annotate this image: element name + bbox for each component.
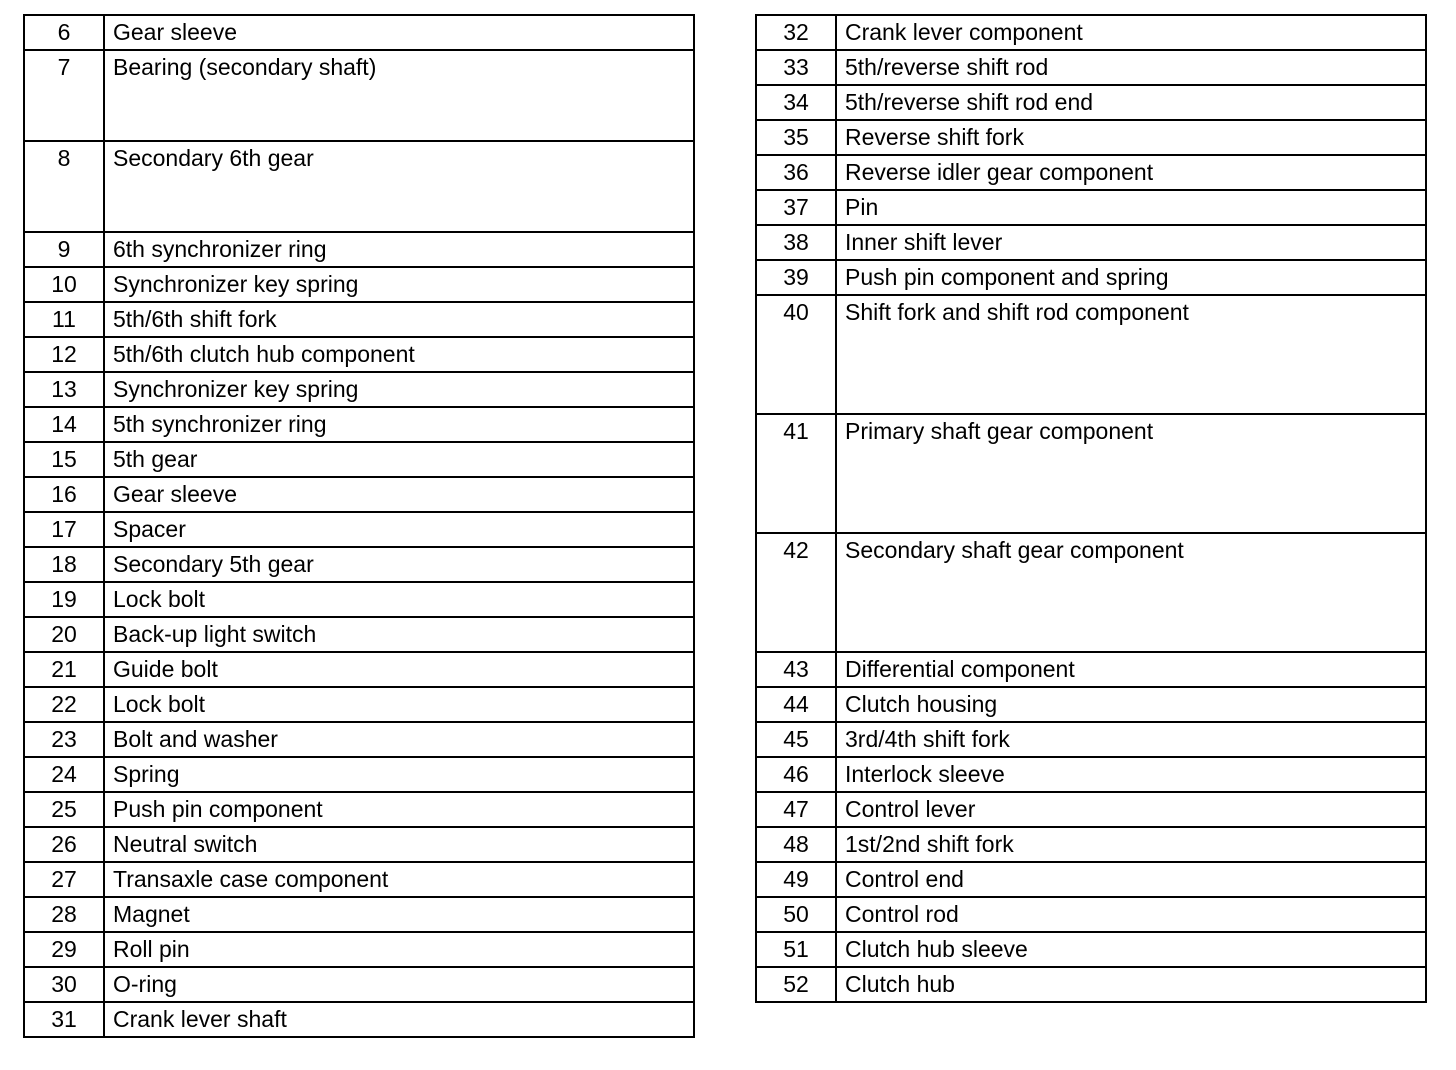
part-number: 18 [24,547,104,582]
table-row [24,897,694,932]
part-number: 9 [24,232,104,267]
part-number: 50 [756,897,836,932]
part-description: Push pin component [104,792,694,827]
part-description: Magnet [104,897,694,932]
table-row [756,967,1426,1002]
part-description: Synchronizer key spring [104,267,694,302]
part-number: 31 [24,1002,104,1037]
table-row [24,547,694,582]
table-row [756,260,1426,295]
parts-table-left [23,14,695,1038]
part-description: O-ring [104,967,694,1002]
part-description: 5th/reverse shift rod [836,50,1426,85]
part-number: 20 [24,617,104,652]
part-description: Shift fork and shift rod component [836,295,1426,414]
part-description: Gear sleeve [104,477,694,512]
part-description: 3rd/4th shift fork [836,722,1426,757]
part-description: Secondary 5th gear [104,547,694,582]
table-row [24,722,694,757]
table-row [24,652,694,687]
part-number: 13 [24,372,104,407]
table-row [756,932,1426,967]
table-row [24,372,694,407]
part-description: Lock bolt [104,582,694,617]
part-description: Differential component [836,652,1426,687]
table-row [756,50,1426,85]
parts-table-right [755,14,1427,1003]
part-description: 5th/6th shift fork [104,302,694,337]
part-description: Control lever [836,792,1426,827]
part-number: 10 [24,267,104,302]
part-number: 40 [756,295,836,414]
table-row [756,897,1426,932]
part-number: 22 [24,687,104,722]
part-description: Clutch hub sleeve [836,932,1426,967]
part-number: 42 [756,533,836,652]
part-number: 15 [24,442,104,477]
part-number: 28 [24,897,104,932]
part-description: Bolt and washer [104,722,694,757]
table-row [24,442,694,477]
part-description: 1st/2nd shift fork [836,827,1426,862]
part-description: Clutch housing [836,687,1426,722]
part-number: 24 [24,757,104,792]
part-description: Reverse shift fork [836,120,1426,155]
part-description: Control end [836,862,1426,897]
part-number: 51 [756,932,836,967]
part-description: Reverse idler gear component [836,155,1426,190]
part-number: 49 [756,862,836,897]
table-row [24,477,694,512]
table-row [756,190,1426,225]
part-number: 27 [24,862,104,897]
table-row [24,1002,694,1037]
part-description: Control rod [836,897,1426,932]
part-description: 5th/6th clutch hub component [104,337,694,372]
table-row [756,722,1426,757]
table-row [756,155,1426,190]
table-row [24,50,694,141]
part-description: 6th synchronizer ring [104,232,694,267]
part-number: 32 [756,15,836,50]
part-number: 34 [756,85,836,120]
part-description: Secondary 6th gear [104,141,694,232]
table-row [756,652,1426,687]
table-row [24,687,694,722]
part-number: 39 [756,260,836,295]
part-number: 26 [24,827,104,862]
table-row [24,232,694,267]
part-number: 43 [756,652,836,687]
table-row [756,295,1426,414]
table-row [756,687,1426,722]
part-description: Spring [104,757,694,792]
part-number: 14 [24,407,104,442]
part-number: 41 [756,414,836,533]
part-number: 6 [24,15,104,50]
part-description: 5th synchronizer ring [104,407,694,442]
part-description: Transaxle case component [104,862,694,897]
part-number: 7 [24,50,104,141]
table-row [24,967,694,1002]
part-description: Primary shaft gear component [836,414,1426,533]
table-row [24,932,694,967]
part-description: Guide bolt [104,652,694,687]
part-number: 35 [756,120,836,155]
part-description: Spacer [104,512,694,547]
part-description: Lock bolt [104,687,694,722]
part-number: 44 [756,687,836,722]
part-number: 46 [756,757,836,792]
part-number: 38 [756,225,836,260]
part-number: 29 [24,932,104,967]
table-row [756,225,1426,260]
part-number: 37 [756,190,836,225]
part-description: Push pin component and spring [836,260,1426,295]
part-number: 25 [24,792,104,827]
part-number: 23 [24,722,104,757]
table-row [24,757,694,792]
table-row [756,862,1426,897]
table-row [24,267,694,302]
table-row [756,827,1426,862]
table-row [24,15,694,50]
table-row [24,512,694,547]
part-number: 30 [24,967,104,1002]
table-row [756,533,1426,652]
part-number: 47 [756,792,836,827]
part-description: Inner shift lever [836,225,1426,260]
part-description: Back-up light switch [104,617,694,652]
table-row [24,302,694,337]
table-row [756,414,1426,533]
part-number: 45 [756,722,836,757]
part-description: Gear sleeve [104,15,694,50]
part-number: 21 [24,652,104,687]
table-row [756,757,1426,792]
part-number: 17 [24,512,104,547]
table-row [24,407,694,442]
table-row [24,617,694,652]
table-row [24,582,694,617]
table-row [24,337,694,372]
part-number: 36 [756,155,836,190]
part-description: Crank lever shaft [104,1002,694,1037]
part-description: Interlock sleeve [836,757,1426,792]
table-row [24,792,694,827]
part-number: 11 [24,302,104,337]
table-row [24,862,694,897]
table-row [756,15,1426,50]
table-row [24,141,694,232]
part-number: 8 [24,141,104,232]
part-number: 19 [24,582,104,617]
part-description: Roll pin [104,932,694,967]
part-number: 33 [756,50,836,85]
part-description: Crank lever component [836,15,1426,50]
part-description: Clutch hub [836,967,1426,1002]
part-number: 52 [756,967,836,1002]
part-description: Bearing (secondary shaft) [104,50,694,141]
part-description: Neutral switch [104,827,694,862]
table-row [756,792,1426,827]
part-description: 5th/reverse shift rod end [836,85,1426,120]
table-row [24,827,694,862]
part-description: Synchronizer key spring [104,372,694,407]
part-description: Secondary shaft gear component [836,533,1426,652]
part-number: 16 [24,477,104,512]
part-number: 48 [756,827,836,862]
table-row [756,120,1426,155]
part-description: Pin [836,190,1426,225]
table-row [756,85,1426,120]
part-number: 12 [24,337,104,372]
part-description: 5th gear [104,442,694,477]
